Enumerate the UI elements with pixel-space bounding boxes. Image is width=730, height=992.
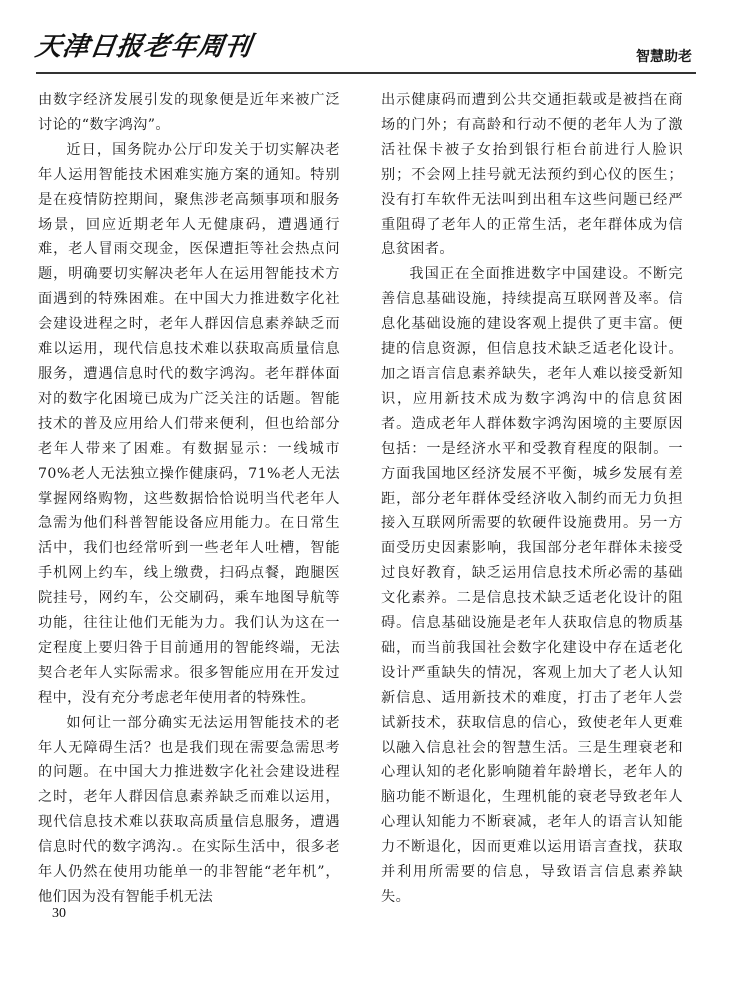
publication-logo: 天津日报老年周刊 <box>33 32 254 62</box>
left-column <box>38 88 340 910</box>
page-number: 30 <box>52 906 66 921</box>
masthead <box>33 22 696 68</box>
paragraph: 如何让一部分确实无法运用智能技术的老年人无障碍生活？也是我们现在需要急需思考的问题。在中国大力推进数字化社会建设进程之时，老年人群因信息素养缺乏而难以运用，现代信息技术难以获取高质量信息服务，遭遇信息时代的数字鸿沟.。在实际生活中，很多老年人仍然在使用功能单一的非智能“老年机”，他们因为没有智能手机无法 <box>38 714 340 905</box>
right-column <box>381 88 683 910</box>
header-divider <box>36 72 696 74</box>
paragraph: 近日，国务院办公厅印发关于切实解决老年人运用智能技术困难实施方案的通知。特别是在疫情防控期间，聚焦涉老高频事项和服务场景，回应近期老年人无健康码，遭遇通行难，老人冒雨交现金，医保遭拒等社会热点问题，明确要切实解决老年人在运用智能技术方面遇到的特殊困难。在中国大力推进数字化社会建设进程之时，老年人群因信息素养缺乏而难以运用，现代信息技术难以获取高质量信息服务，遭遇信息时代的数字鸿沟。老年群体面对的数字化困境已成为广泛关注的话题。智能技术的普及应用给人们带来便利，但也给部分老年人带来了困难。有数据显示：一线城市 70%老人无法独立操作健康码，71%老人无法掌握网络购物，这些数据恰恰说明当代老年人急需为他们科普智能设备应用能力。在日常生活中，我们也经常听到一些老年人吐槽，智能手机网上约车，线上缴费，扫码点餐，跑腿医院挂号，网约车，公交刷码，乘车地图导航等功能，往往让他们无能为力。我们认为这在一定程度上要归咎于目前通用的智能终端，无法契合老年人实际需求。很多智能应用在开发过程中，没有充分考虑老年使用者的特殊性。 <box>38 141 340 706</box>
paragraph: 我国正在全面推进数字中国建设。不断完善信息基础设施，持续提高互联网普及率。信息化基础设施的建设客观上提供了更丰富。便捷的信息资源，但信息技术缺乏适老化设计。加之语言信息素养缺失，老年人难以接受新知识，应用新技术成为数字鸿沟中的信息贫困者。造成老年人群体数字鸿沟困境的主要原因包括：一是经济水平和受教育程度的限制。一方面我国地区经济发展不平衡，城乡发展有差距，部分老年群体受经济收入制约而无力负担接入互联网所需要的软硬件设施费用。另一方面受历史因素影响，我国部分老年群体未接受过良好教育，缺乏运用信息技术所必需的基础文化素养。二是信息技术缺乏适老化设计的阻碍。信息基础设施是老年人获取信息的物质基础，而当前我国社会数字化建设中存在适老化设计严重缺失的情况，客观上加大了老人认知新信息、适用新技术的难度，打击了老年人尝试新技术，获取信息的信心，致使老年人更难以融入信息社会的智慧生活。三是生理衰老和心理认知的老化影响随着年龄增长，老年人的脑功能不断退化，生理机能的衰老导致老年人心理认知能力不断衰减，老年人的语言认知能力不断退化，因而更难以运用语言查找，获取并利用所需要的信息，导致语言信息素养缺失。 <box>381 266 683 905</box>
section-title: 智慧助老 <box>636 49 692 65</box>
paragraph: 出示健康码而遭到公共交通拒载或是被挡在商场的门外；有高龄和行动不便的老年人为了激活社保卡被子女抬到银行柜台前进行人脸识别；不会网上挂号就无法预约到心仪的医生；没有打车软件无法叫到出租车这些问题已经严重阻碍了老年人的正常生活，老年群体成为信息贫困者。 <box>381 92 683 258</box>
paragraph: 由数字经济发展引发的现象便是近年来被广泛讨论的“数字鸿沟”。 <box>38 92 340 133</box>
